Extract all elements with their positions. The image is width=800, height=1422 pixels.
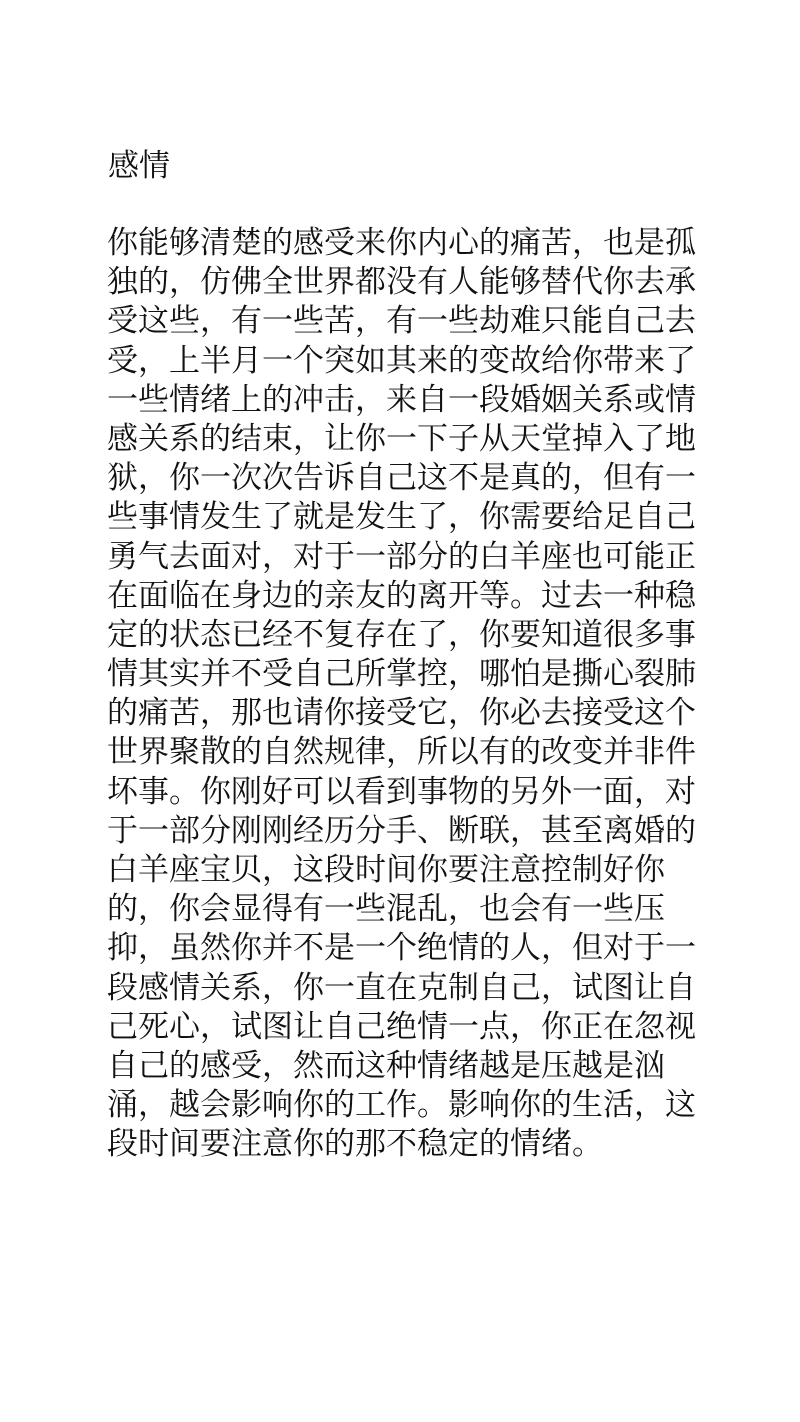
body-line: 一些情绪上的冲击，来自一段婚姻关系或情 bbox=[107, 381, 696, 418]
body-line: 段时间要注意你的那不稳定的情绪。 bbox=[107, 1126, 603, 1163]
body-line: 段感情关系，你一直在克制自己，试图让自 bbox=[107, 969, 696, 1006]
body-line: 世界聚散的自然规律，所以有的改变并非件 bbox=[107, 734, 696, 771]
body-line: 受这些，有一些苦，有一些劫难只能自己去 bbox=[107, 303, 696, 340]
body-line: 定的状态已经不复存在了，你要知道很多事 bbox=[107, 616, 696, 653]
body-line: 涌，越会影响你的工作。影响你的生活，这 bbox=[107, 1087, 696, 1124]
body-line: 受，上半月一个突如其来的变故给你带来了 bbox=[107, 342, 696, 379]
body-line: 的痛苦，那也请你接受它，你必去接受这个 bbox=[107, 695, 696, 732]
body-line: 白羊座宝贝，这段时间你要注意控制好你 bbox=[107, 852, 665, 888]
document-body bbox=[107, 224, 727, 1165]
body-line: 独的，仿佛全世界都没有人能够替代你去承 bbox=[107, 264, 696, 301]
body-line: 情其实并不受自己所掌控，哪怕是撕心裂肺 bbox=[107, 656, 696, 693]
document-title: 感情 bbox=[108, 148, 170, 184]
body-line: 于一部分刚刚经历分手、断联，甚至离婚的 bbox=[107, 812, 696, 849]
body-line: 狱，你一次次告诉自己这不是真的，但有一 bbox=[107, 460, 696, 497]
body-line: 在面临在身边的亲友的离开等。过去一种稳 bbox=[107, 577, 696, 614]
body-line: 抑，虽然你并不是一个绝情的人，但对于一 bbox=[107, 930, 696, 967]
body-line: 些事情发生了就是发生了，你需要给足自己 bbox=[107, 499, 696, 536]
body-line: 坏事。你刚好可以看到事物的另外一面，对 bbox=[107, 773, 696, 810]
body-line: 的，你会显得有一些混乱，也会有一些压 bbox=[107, 891, 665, 928]
body-line: 自己的感受，然而这种情绪越是压越是汹 bbox=[107, 1047, 665, 1084]
body-line: 勇气去面对，对于一部分的白羊座也可能正 bbox=[107, 538, 696, 575]
body-line: 你能够清楚的感受来你内心的痛苦，也是孤 bbox=[107, 225, 696, 261]
body-line: 感关系的结束，让你一下子从天堂掉入了地 bbox=[107, 420, 696, 457]
body-line: 己死心，试图让自己绝情一点，你正在忽视 bbox=[107, 1008, 696, 1045]
